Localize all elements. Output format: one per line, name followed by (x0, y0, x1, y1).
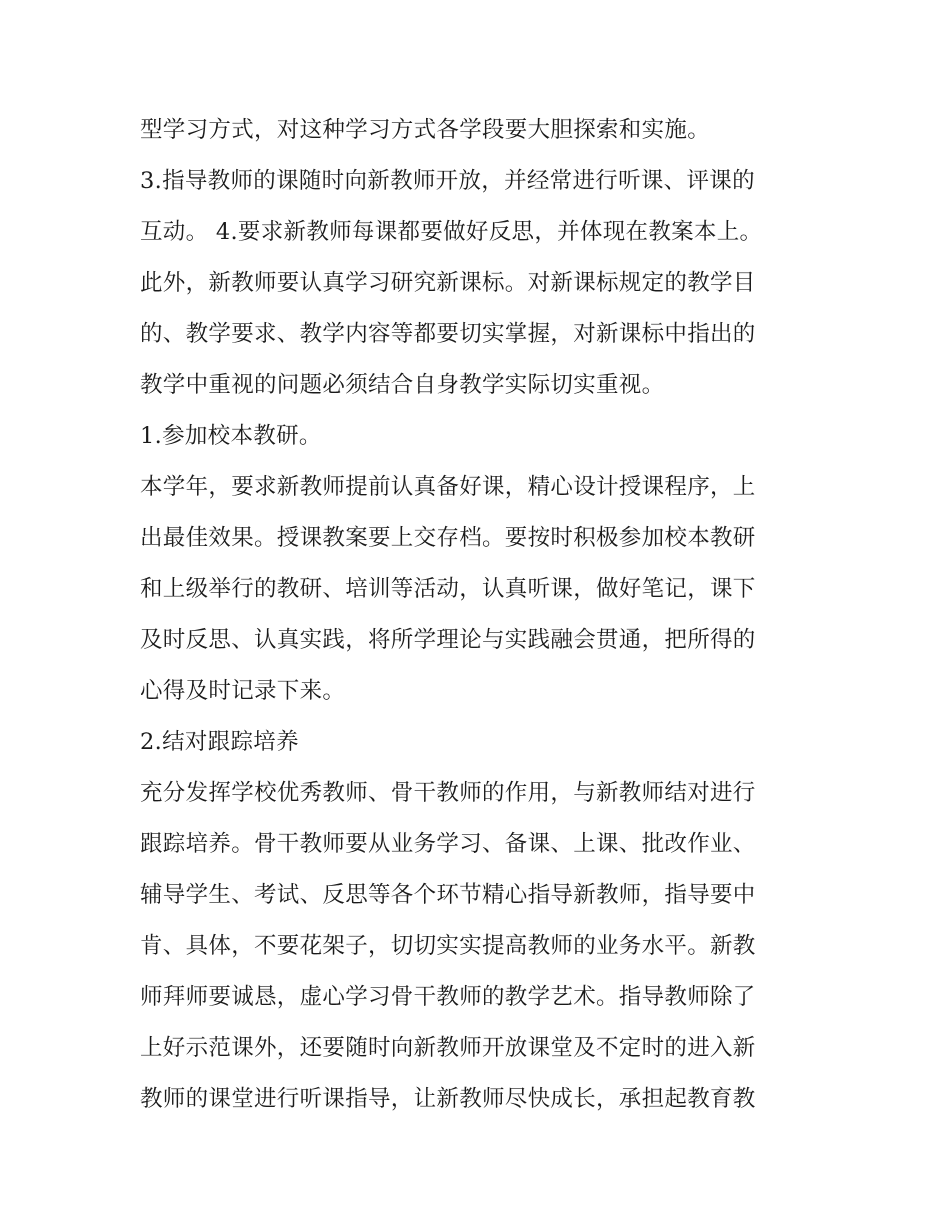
text-line: 和上级举行的教研、培训等活动，认真听课，做好笔记，课下 (140, 576, 756, 602)
text-line: 充分发挥学校优秀教师、骨干教师的作用，与新教师结对进行 (140, 780, 756, 806)
text-line: 型学习方式，对这种学习方式各学段要大胆探索和实施。 (140, 117, 711, 143)
text-line: 此外，新教师要认真学习研究新课标。对新课标规定的教学目 (140, 270, 756, 296)
section-heading: 2.结对跟踪培养 (140, 729, 299, 755)
text-line: 教学中重视的问题必须结合自身教学实际切实重视。 (140, 372, 665, 398)
text-line: 辅导学生、考试、反思等各个环节精心指导新教师，指导要中 (140, 882, 756, 908)
text-line: 上好示范课外，还要随时向新教师开放课堂及不定时的进入新 (140, 1035, 756, 1061)
text-line: 跟踪培养。骨干教师要从业务学习、备课、上课、批改作业、 (140, 831, 756, 857)
text-line: 师拜师要诚恳，虚心学习骨干教师的教学艺术。指导教师除了 (140, 984, 756, 1010)
text-line: 互动。 4.要求新教师每课都要做好反思，并体现在教案本上。 (140, 219, 763, 245)
text-line: 肯、具体，不要花架子，切切实实提高教师的业务水平。新教 (140, 933, 756, 959)
body-text (140, 105, 830, 1125)
text-line: 本学年，要求新教师提前认真备好课，精心设计授课程序，上 (140, 474, 756, 500)
text-line: 教师的课堂进行听课指导，让新教师尽快成长，承担起教育教 (140, 1086, 756, 1112)
section-heading: 1.参加校本教研。 (140, 423, 322, 449)
text-line: 及时反思、认真实践，将所学理论与实践融会贯通，把所得的 (140, 627, 756, 653)
text-line: 的、教学要求、教学内容等都要切实掌握，对新课标中指出的 (140, 321, 756, 347)
text-line: 心得及时记录下来。 (140, 678, 346, 704)
text-line: 3.指导教师的课随时向新教师开放，并经常进行听课、评课的 (140, 168, 755, 194)
text-line: 出最佳效果。授课教案要上交存档。要按时积极参加校本教研 (140, 525, 756, 551)
